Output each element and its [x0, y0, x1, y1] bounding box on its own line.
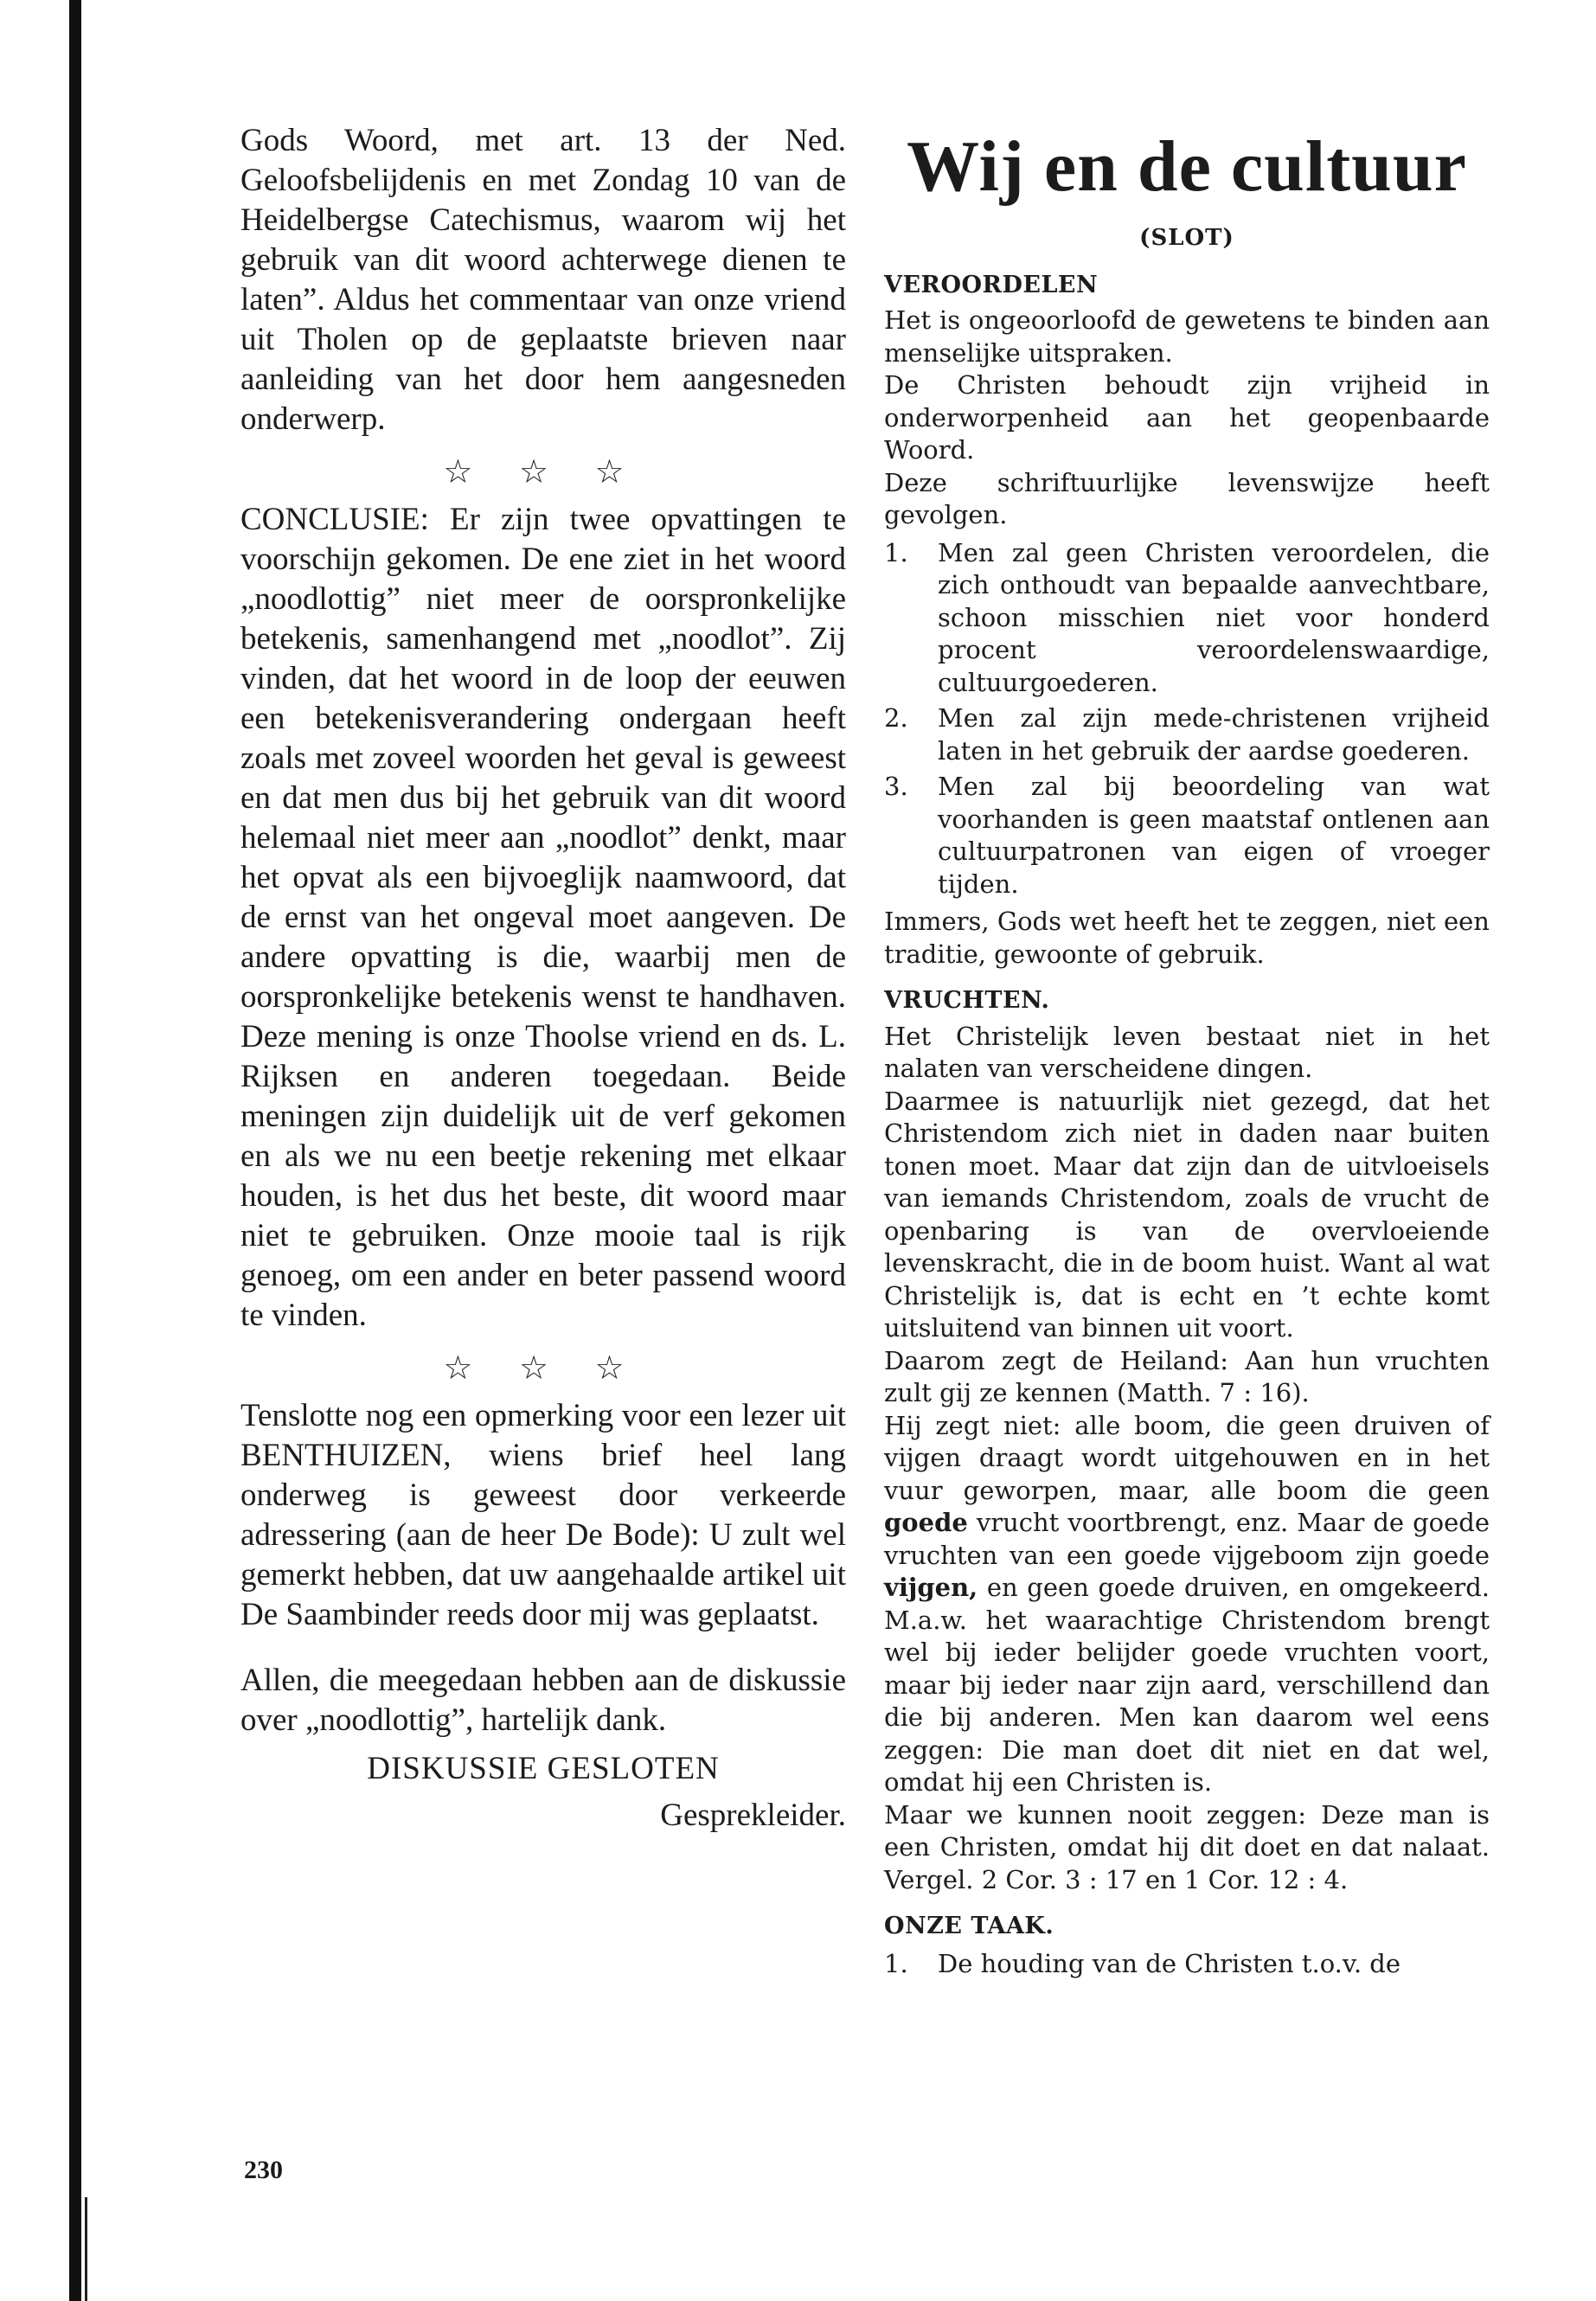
- paragraph: De Christen behoudt zijn vrijheid in onderworpenheid aan het geopenbaarde Woord.: [884, 370, 1490, 465]
- paragraph: Immers, Gods wet heeft het te zeggen, niet een traditie, gewoonte of gebruik.: [884, 907, 1490, 969]
- scan-edge: [69, 0, 81, 2301]
- section-heading-veroordelen: VEROORDELEN: [884, 271, 1099, 298]
- star-separator: ☆ ☆ ☆: [443, 454, 644, 490]
- left-column: [240, 121, 846, 1836]
- paragraph: Daarom zegt de Heiland: Aan hun vruchten zult gij ze kennen (Matth. 7 : 16).: [884, 1345, 1490, 1407]
- list-item: 1. Men zal geen Christen veroordelen, die zich onthoudt van bepaalde aanvechtbare, schoon misschien niet voor honderd procent veroordelenswaardige, cultuurgoederen.: [884, 537, 1490, 697]
- paragraph: Het Christelijk leven bestaat niet in het nalaten van verscheidene dingen.: [884, 1021, 1490, 1083]
- paragraph: Hij zegt niet: alle boom, die geen druiven of vijgen draagt wordt uitgehouwen en in het vuur geworpen, maar, alle boom die geen goede vrucht voortbrengt, enz. Maar de goede vruchten van een goede vijgeboom zijn goede vijgen, en geen goede druiven, en omgekeerd. M.a.w. het waarachtige Christendom brengt wel bij ieder belijder goede vruchten voort, maar bij ieder naar zijn aard, verschillend dan die bij anderen. Men kan daarom wel eens zeggen: Die man doet dit niet en dat wel, omdat hij een Christen is.: [884, 1410, 1490, 1797]
- list-item: 2. Men zal zijn mede-christenen vrijheid laten in het gebruik der aardse goederen.: [884, 703, 1490, 766]
- paragraph-conclusie: CONCLUSIE: Er zijn twee opvattingen te voorschijn gekomen. De ene ziet in het woord „noodlottig” niet meer de oorspronkelijke betekenis, samenhangend met „noodlot”. Zij vinden, dat het woord in de loop der eeuwen een betekenisverandering ondergaan heeft zoals met zoveel woorden het geval is geweest en dat men dus bij het gebruik van dit woord helemaal niet meer aan „noodlot” denkt, maar het opvat als een bijvoeglijk naamwoord, dat de ernst van het ongeval moet aangeven. De andere opvatting is die, waarbij men de oorspronkelijke betekenis wenst te handhaven. Deze mening is onze Thoolse vriend en ds. L. Rijksen en anderen toegedaan. Beide meningen zijn duidelijk uit de verf gekomen en als we nu een beetje rekening met elkaar houden, is het dus het beste, dit woord maar niet te gebruiken. Onze mooie taal is rijk genoeg, om een ander en beter passend woord te vinden.: [240, 502, 846, 1333]
- numbered-list-onze-taak: [884, 1948, 1490, 1981]
- right-column: [884, 125, 1490, 1985]
- closing-heading: DISKUSSIE GESLOTEN: [367, 1751, 720, 1786]
- paragraph-commentary: Gods Woord, met art. 13 der Ned. Geloofsbelijdenis en met Zondag 10 van de Heidelbergse Catechismus, waarom wij het gebruik van dit woord achterwege dienen te laten”. Aldus het commentaar van onze vriend uit Tholen op de geplaatste brieven naar aanleiding van het door hem aangesneden onderwerp.: [240, 123, 846, 437]
- article-subtitle: (SLOT): [1139, 225, 1234, 251]
- section-heading-vruchten: VRUCHTEN.: [884, 987, 1050, 1014]
- list-item: 3. Men zal bij beoordeling van wat voorhanden is geen maatstaf ontlenen aan cultuurpatronen van eigen of vroeger tijden.: [884, 772, 1490, 899]
- paragraph-thanks: Allen, die meegedaan hebben aan de diskussie over „noodlottig”, hartelijk dank.: [240, 1663, 846, 1738]
- numbered-list-veroordelen: [884, 537, 1490, 901]
- paragraph: Het is ongeoorloofd de gewetens te binden aan menselijke uitspraken.: [884, 305, 1490, 368]
- paragraph: Daarmee is natuurlijk niet gezegd, dat het Christendom zich niet in daden naar buiten tonen moet. Maar dat zijn dan de uitvloeisels van iemands Christendom, zoals de vrucht de openbaring is van de overvloeiende levenskracht, die in de boom huist. Want al wat Christelijk is, dat is echt en ’t echte komt uitsluitend van binnen uit voort.: [884, 1086, 1490, 1343]
- signature: Gesprekleider.: [660, 1798, 846, 1833]
- article-title: Wij en de cultuur: [907, 126, 1467, 207]
- star-separator: ☆ ☆ ☆: [443, 1350, 644, 1387]
- paragraph-benthuizen: Tenslotte nog een opmerking voor een lezer uit BENTHUIZEN, wiens brief heel lang onderweg is geweest door verkeerde adressering (aan de heer De Bode): U zult wel gemerkt hebben, dat uw aangehaalde artikel uit De Saambinder reeds door mij was geplaatst.: [240, 1398, 846, 1632]
- paragraph: Maar we kunnen nooit zeggen: Deze man is een Christen, omdat hij dit doet en dat nalaat. Vergel. 2 Cor. 3 : 17 en 1 Cor. 12 : 4.: [884, 1799, 1490, 1894]
- section-heading-onze-taak: ONZE TAAK.: [884, 1913, 1054, 1939]
- paragraph: Deze schriftuurlijke levenswijze heeft gevolgen.: [884, 467, 1490, 529]
- scan-edge-lower: [85, 2197, 87, 2301]
- list-item: 1. De houding van de Christen t.o.v. de: [884, 1948, 1401, 1978]
- page-number: 230: [244, 2156, 283, 2184]
